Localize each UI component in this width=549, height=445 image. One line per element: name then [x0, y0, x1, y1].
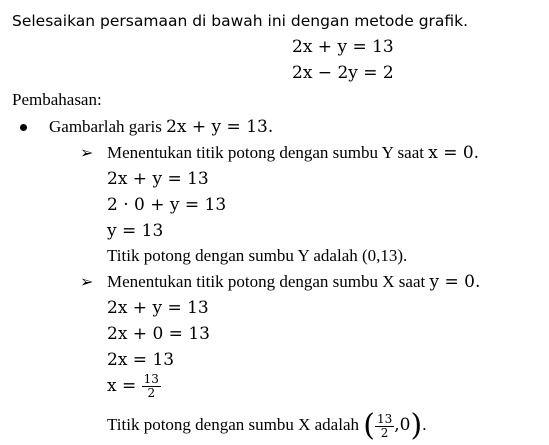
step2-line-2: 2x + 0 = 13	[107, 324, 210, 344]
instruction-text: Selesaikan persamaan di bawah ini dengan metode grafik.	[12, 12, 469, 30]
step1-line-1: 2x + y = 13	[107, 169, 209, 189]
step2-line-1: 2x + y = 13	[107, 298, 209, 318]
step1-line-3: y = 13	[107, 221, 164, 241]
bullet-dot	[20, 124, 27, 131]
step2-line-3: 2x = 13	[107, 350, 175, 370]
equation-1: 2x + y = 13	[292, 37, 394, 57]
step2-result: Titik potong dengan sumbu X adalah ( $\frac{13}{2}$ ,0).	[107, 408, 427, 444]
arrow-icon: ➢	[80, 272, 94, 291]
step1-line-2: 2 · 0 + y = 13	[107, 195, 227, 215]
step2-x-fraction: x = $\frac{13}{2}$	[107, 372, 159, 400]
step1-title: Menentukan titik potong dengan sumbu Y saat x = 0.	[107, 143, 480, 163]
equation-2: 2x − 2y = 2	[292, 63, 394, 83]
arrow-icon: ➢	[80, 143, 94, 162]
bullet-text: Gambarlah garis 2x + y = 13.	[49, 117, 274, 137]
step2-title: Menentukan titik potong dengan sumbu X saat y = 0.	[107, 272, 481, 292]
step1-result: Titik potong dengan sumbu Y adalah (0,13).	[107, 246, 408, 265]
solution-heading: Pembahasan:	[12, 90, 102, 109]
